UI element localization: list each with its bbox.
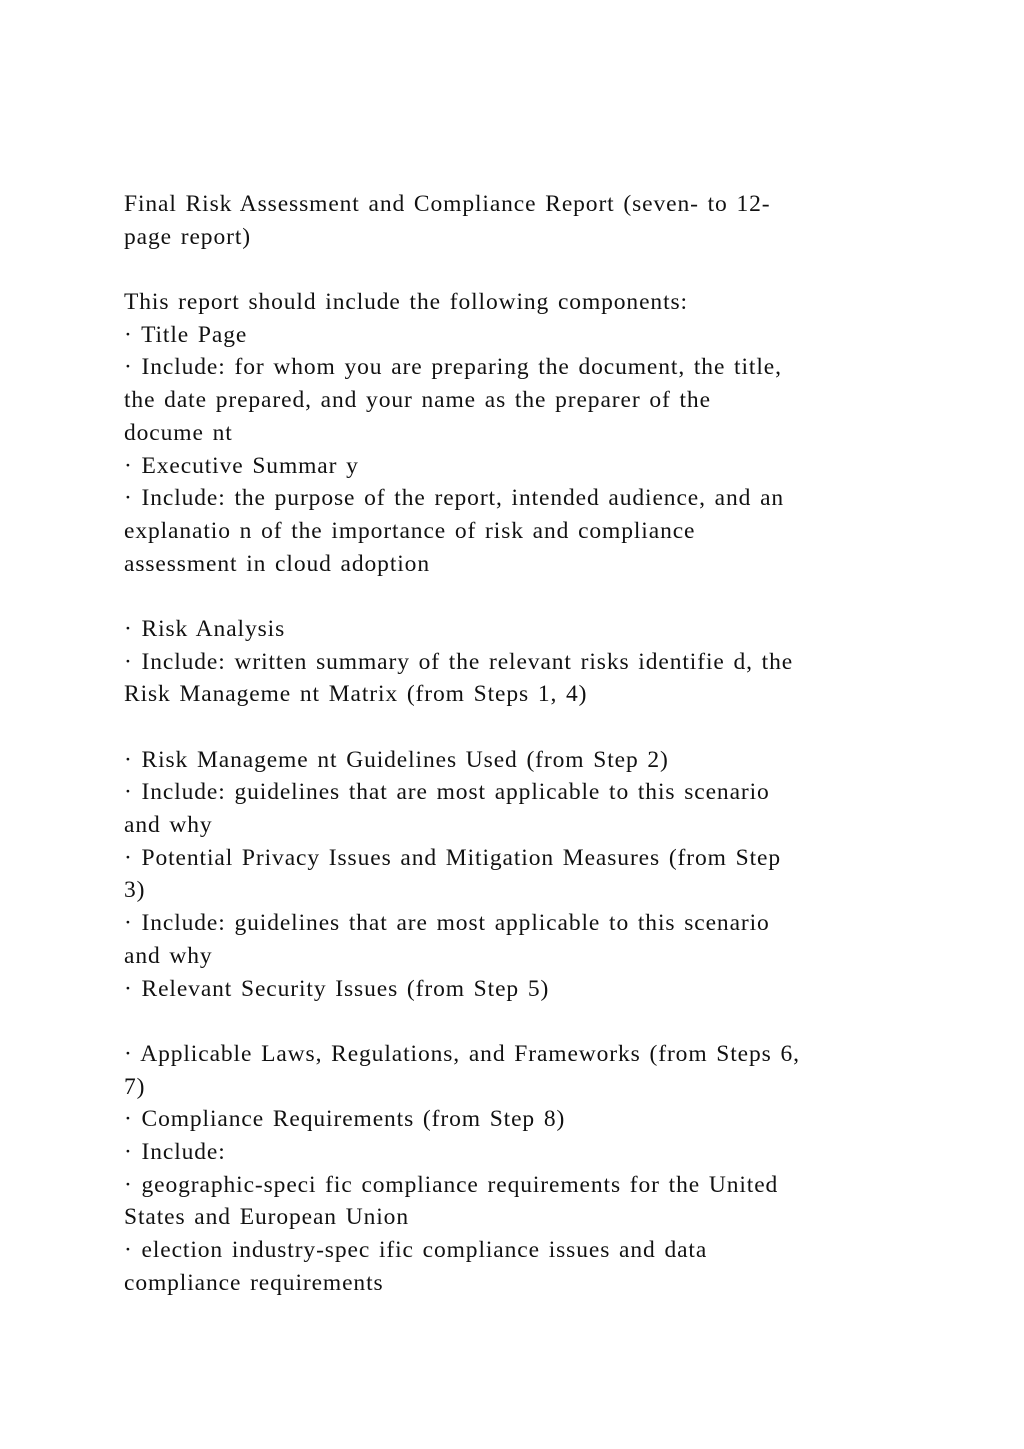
text-line: 3) bbox=[124, 877, 146, 904]
intro-line: This report should include the following components: bbox=[124, 289, 688, 316]
bullet-privacy-issues: · Potential Privacy Issues and Mitigation Measures (from Step bbox=[124, 844, 781, 871]
bullet-executive-summary: · Executive Summar y bbox=[124, 452, 359, 479]
bullet-security-issues: · Relevant Security Issues (from Step 5) bbox=[124, 975, 550, 1002]
bullet-privacy-include: · Include: guidelines that are most applicable to this scenario bbox=[124, 910, 770, 937]
text-line: assessment in cloud adoption bbox=[124, 550, 430, 577]
bullet-risk-analysis-include: · Include: written summary of the relevant risks identifie d, the bbox=[124, 648, 794, 675]
bullet-compliance-include: · Include: bbox=[124, 1138, 226, 1165]
text-line: and why bbox=[124, 812, 213, 839]
document-title-line-2: page report) bbox=[124, 223, 251, 250]
text-line: States and European Union bbox=[124, 1204, 409, 1231]
blank-line bbox=[124, 580, 914, 613]
text-line: compliance requirements bbox=[124, 1269, 384, 1296]
text-line: 7) bbox=[124, 1073, 146, 1100]
blank-line bbox=[124, 711, 914, 744]
bullet-laws-regulations: · Applicable Laws, Regulations, and Frameworks (from Steps 6, bbox=[124, 1040, 800, 1067]
blank-line bbox=[124, 253, 914, 286]
blank-line bbox=[124, 1005, 914, 1038]
bullet-title-page-include: · Include: for whom you are preparing the document, the title, bbox=[124, 354, 782, 381]
bullet-compliance-requirements: · Compliance Requirements (from Step 8) bbox=[124, 1106, 566, 1133]
bullet-guidelines-include: · Include: guidelines that are most applicable to this scenario bbox=[124, 779, 770, 806]
document-body bbox=[124, 188, 914, 1299]
bullet-election-compliance: · election industry-spec ific compliance issues and data bbox=[124, 1237, 708, 1263]
bullet-risk-analysis: · Risk Analysis bbox=[124, 615, 286, 642]
text-line: explanatio n of the importance of risk and compliance bbox=[124, 517, 696, 544]
text-line: and why bbox=[124, 942, 213, 969]
bullet-title-page: · Title Page bbox=[124, 321, 248, 348]
bullet-risk-management-guidelines: · Risk Manageme nt Guidelines Used (from Step 2) bbox=[124, 746, 669, 773]
bullet-executive-summary-include: · Include: the purpose of the report, intended audience, and an bbox=[124, 485, 785, 512]
bullet-geographic-compliance: · geographic-speci fic compliance requirements for the United bbox=[124, 1171, 779, 1198]
document-title-line-1: Final Risk Assessment and Compliance Report (seven- to 12- bbox=[124, 191, 771, 217]
text-line: docume nt bbox=[124, 419, 233, 446]
text-line: the date prepared, and your name as the preparer of the bbox=[124, 387, 711, 414]
text-line: Risk Manageme nt Matrix (from Steps 1, 4) bbox=[124, 681, 588, 708]
